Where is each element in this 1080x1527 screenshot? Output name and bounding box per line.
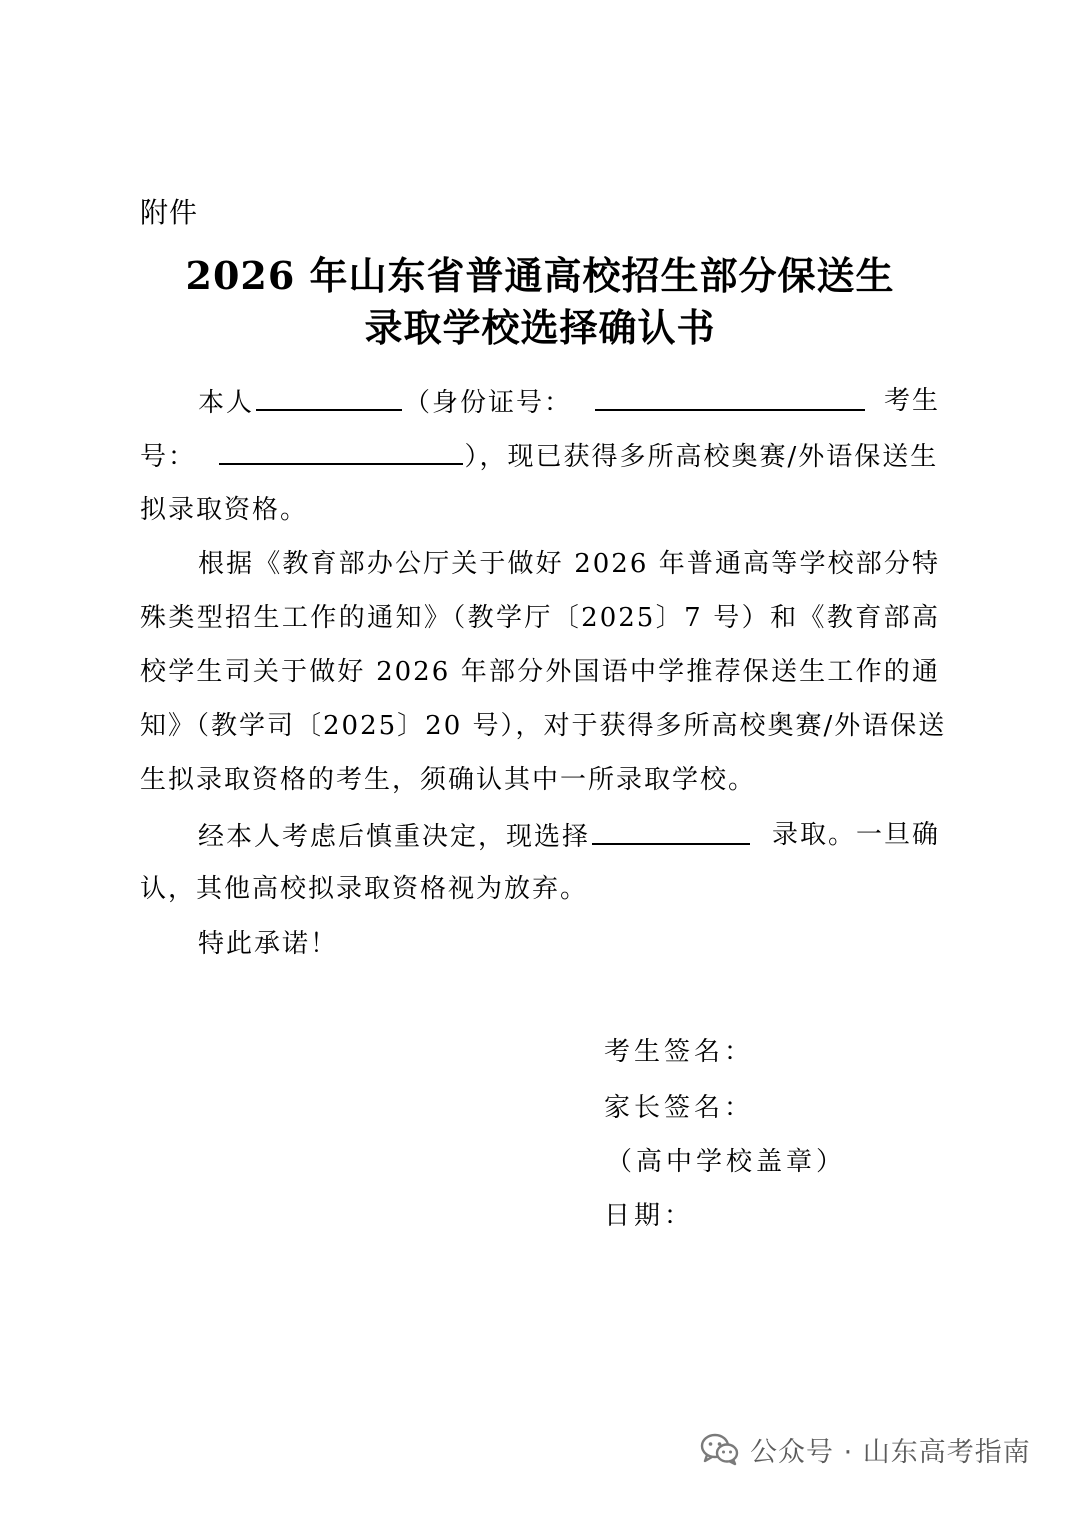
parent-signature-label: 家长签名： — [604, 1093, 755, 1123]
exam-number-blank — [219, 435, 463, 465]
name-blank — [256, 381, 402, 411]
paragraph-2-line-1: 根据《教育部办公厅关于做好 2026 年普通高等学校部分特 — [198, 549, 940, 579]
document-title-line2: 录取学校选择确认书 — [364, 305, 716, 350]
text-segment: 号： — [140, 442, 197, 472]
paragraph-3-line-2: 认，其他高校拟录取资格视为放弃。 — [140, 874, 589, 904]
wechat-icon — [700, 1432, 740, 1466]
paragraph-1-line-2 — [140, 435, 940, 477]
document-title-line1: 2026 年山东省普通高校招生部分保送生 — [185, 253, 895, 298]
watermark — [700, 1427, 1031, 1471]
attachment-label: 附件 — [140, 196, 199, 229]
paragraph-3-line-1 — [140, 815, 940, 857]
paragraph-2-line-4: 知》（教学司〔2025〕20 号），对于获得多所高校奥赛/外语保送 — [140, 711, 947, 741]
text-segment: ），现已获得多所高校奥赛/外语保送生 — [464, 442, 939, 472]
pledge-text: 特此承诺！ — [198, 929, 339, 959]
text-segment: 经本人考虑后慎重决定，现选择 — [198, 822, 591, 852]
paragraph-2-line-2: 殊类型招生工作的通知》（教学厅〔2025〕7 号）和《教育部高 — [140, 603, 940, 633]
paragraph-2-line-3: 校学生司关于做好 2026 年部分外国语中学推荐保送生工作的通 — [140, 657, 940, 687]
paragraph-2-line-5: 生拟录取资格的考生，须确认其中一所录取学校。 — [140, 765, 757, 795]
text-segment: 考生 — [883, 386, 940, 416]
paragraph-1-line-1 — [140, 381, 940, 423]
text-segment: 本人 — [198, 388, 255, 418]
date-label: 日期： — [604, 1201, 695, 1231]
paragraph-1-line-3: 拟录取资格。 — [140, 495, 309, 525]
id-number-blank — [595, 381, 865, 411]
school-choice-blank — [592, 815, 750, 845]
watermark-text: 公众号 · 山东高考指南 — [750, 1436, 1031, 1468]
text-segment: 录取。一旦确 — [771, 820, 940, 850]
student-signature-label: 考生签名： — [604, 1037, 755, 1067]
school-seal-label: （高中学校盖章） — [606, 1147, 847, 1177]
text-segment: （身份证号： — [404, 388, 573, 418]
